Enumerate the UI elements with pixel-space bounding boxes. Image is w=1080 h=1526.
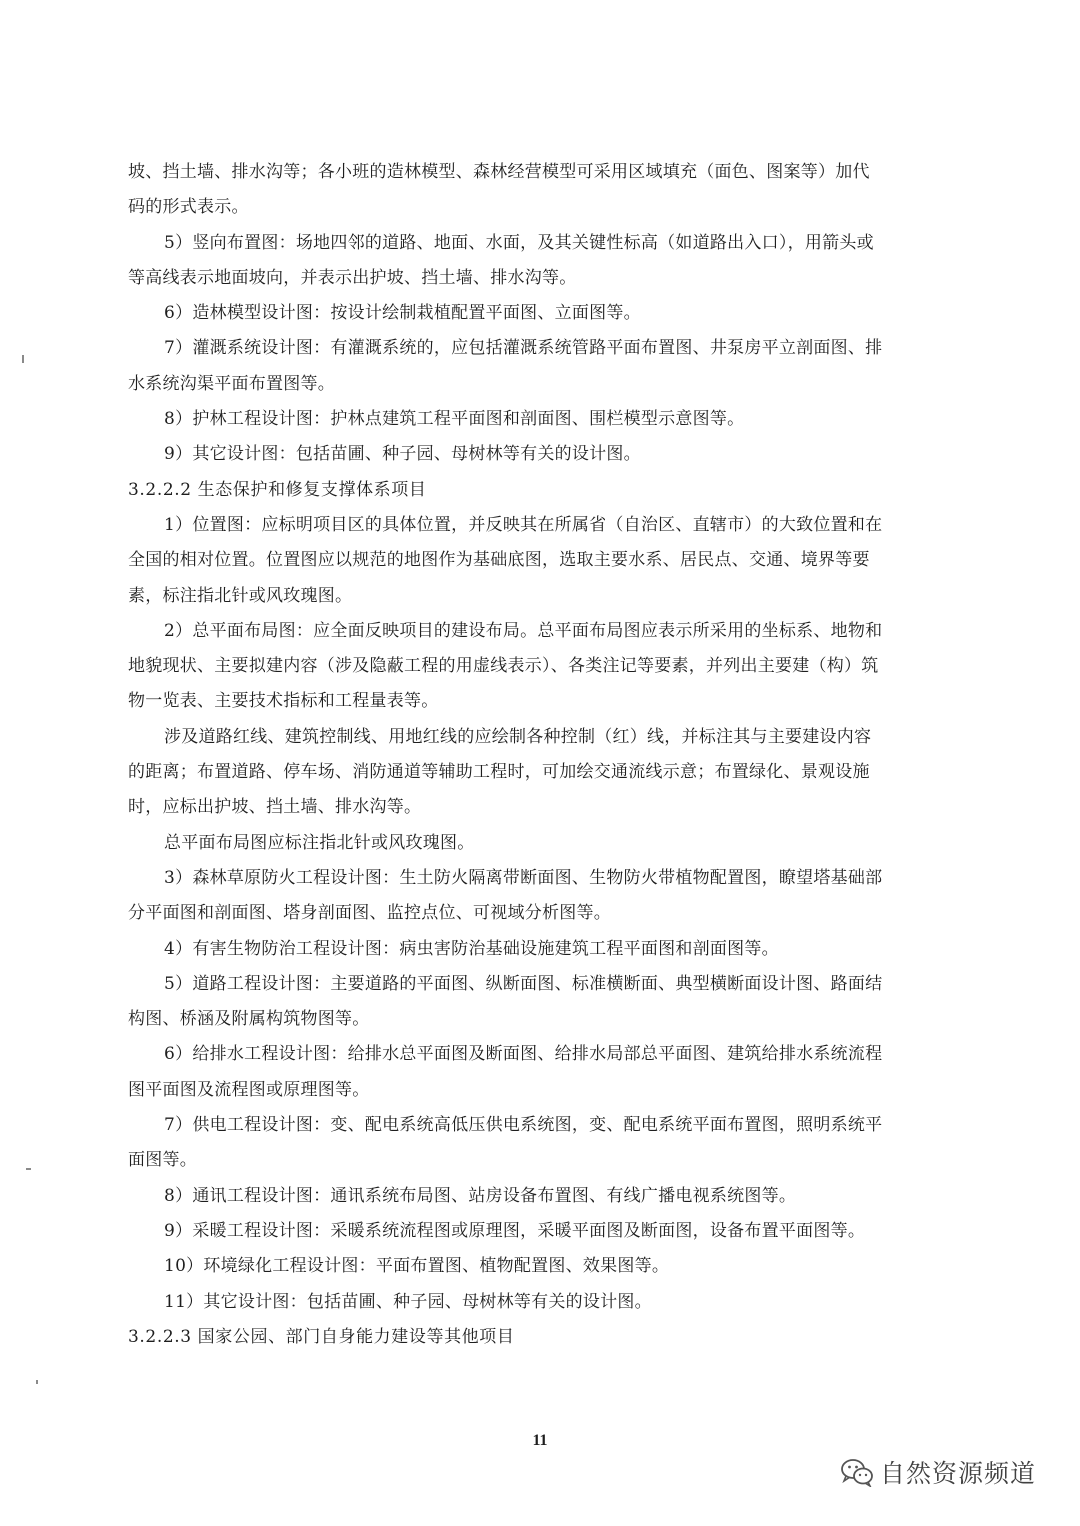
text-line: 素，标注指北针或风玫瑰图。 bbox=[128, 585, 353, 606]
text-line: 11）其它设计图：包括苗圃、种子园、母树林等有关的设计图。 bbox=[164, 1291, 652, 1312]
text-line: 构图、桥涵及附属构筑物图等。 bbox=[128, 1009, 370, 1030]
text-line: 6）造林模型设计图：按设计绘制栽植配置平面图、立面图等。 bbox=[164, 303, 641, 324]
text-line: 6）给排水工程设计图：给排水总平面图及断面图、给排水局部总平面图、建筑给排水系统流程 bbox=[164, 1044, 883, 1065]
scan-speck bbox=[26, 1168, 31, 1170]
wechat-watermark bbox=[840, 1455, 1036, 1489]
text-line: 7）供电工程设计图：变、配电系统高低压供电系统图，变、配电系统平面布置图，照明系统平 bbox=[164, 1115, 883, 1136]
text-line: 图平面图及流程图或原理图等。 bbox=[128, 1079, 370, 1100]
text-line: 2）总平面布局图：应全面反映项目的建设布局。总平面布局图应表示所采用的坐标系、地物和 bbox=[164, 620, 883, 641]
text-line: 1）位置图：应标明项目区的具体位置，并反映其在所属省（自治区、直辖市）的大致位置和在 bbox=[164, 514, 883, 535]
text-line: 9）采暖工程设计图：采暖系统流程图或原理图，采暖平面图及断面图，设备布置平面图等。 bbox=[164, 1220, 866, 1241]
scan-speck bbox=[22, 355, 24, 363]
text-line: 5）道路工程设计图：主要道路的平面图、纵断面图、标准横断面、典型横断面设计图、路面结 bbox=[164, 973, 883, 994]
wechat-icon bbox=[840, 1457, 874, 1487]
section-heading: 3.2.2.2 生态保护和修复支撑体系项目 bbox=[128, 479, 427, 500]
text-line: 物一览表、主要技术指标和工程量表等。 bbox=[128, 691, 439, 712]
text-line: 5）竖向布置图：场地四邻的道路、地面、水面，及其关键性标高（如道路出入口），用箭头或 bbox=[164, 232, 874, 253]
text-line: 全国的相对位置。位置图应以规范的地图作为基础底图，选取主要水系、居民点、交通、境界等要 bbox=[128, 550, 870, 571]
text-line: 地貌现状、主要拟建内容（涉及隐蔽工程的用虚线表示）、各类注记等要素，并列出主要建（构）筑 bbox=[128, 656, 879, 677]
text-line: 4）有害生物防治工程设计图：病虫害防治基础设施建筑工程平面图和剖面图等。 bbox=[164, 938, 779, 959]
text-line: 时，应标出护坡、挡土墙、排水沟等。 bbox=[128, 797, 422, 818]
text-line: 坡、挡土墙、排水沟等；各小班的造林模型、森林经营模型可采用区域填充（面色、图案等）加代 bbox=[128, 162, 870, 182]
text-line: 面图等。 bbox=[128, 1150, 197, 1171]
text-line: 7）灌溉系统设计图：有灌溉系统的，应包括灌溉系统管路平面布置图、井泵房平立剖面图、排 bbox=[164, 338, 883, 359]
section-heading: 3.2.2.3 国家公园、部门自身能力建设等其他项目 bbox=[128, 1326, 515, 1347]
text-line: 8）护林工程设计图：护林点建筑工程平面图和剖面图、围栏模型示意图等。 bbox=[164, 409, 745, 430]
text-line: 分平面图和剖面图、塔身剖面图、监控点位、可视域分析图等。 bbox=[128, 903, 611, 924]
text-line: 3）森林草原防火工程设计图：生土防火隔离带断面图、生物防火带植物配置图，瞭望塔基础部 bbox=[164, 867, 883, 888]
text-line: 8）通讯工程设计图：通讯系统布局图、站房设备布置图、有线广播电视系统图等。 bbox=[164, 1185, 797, 1206]
watermark-text: 自然资源频道 bbox=[880, 1459, 1037, 1488]
text-line: 10）环境绿化工程设计图：平面布置图、植物配置图、效果图等。 bbox=[164, 1256, 670, 1277]
page-number: 11 bbox=[532, 1432, 548, 1449]
text-line: 等高线表示地面坡向，并表示出护坡、挡土墙、排水沟等。 bbox=[128, 267, 577, 288]
scan-speck bbox=[36, 1380, 38, 1384]
text-line: 水系统沟渠平面布置图等。 bbox=[128, 373, 335, 394]
document-body bbox=[128, 155, 958, 1355]
text-line: 9）其它设计图：包括苗圃、种子园、母树林等有关的设计图。 bbox=[164, 444, 641, 465]
text-line: 码的形式表示。 bbox=[128, 197, 249, 218]
text-line: 涉及道路红线、建筑控制线、用地红线的应绘制各种控制（红）线，并标注其与主要建设内容 bbox=[164, 726, 872, 747]
text-line: 总平面布局图应标注指北针或风玫瑰图。 bbox=[164, 832, 475, 853]
text-line: 的距离；布置道路、停车场、消防通道等辅助工程时，可加绘交通流线示意；布置绿化、景观设施 bbox=[128, 762, 870, 783]
